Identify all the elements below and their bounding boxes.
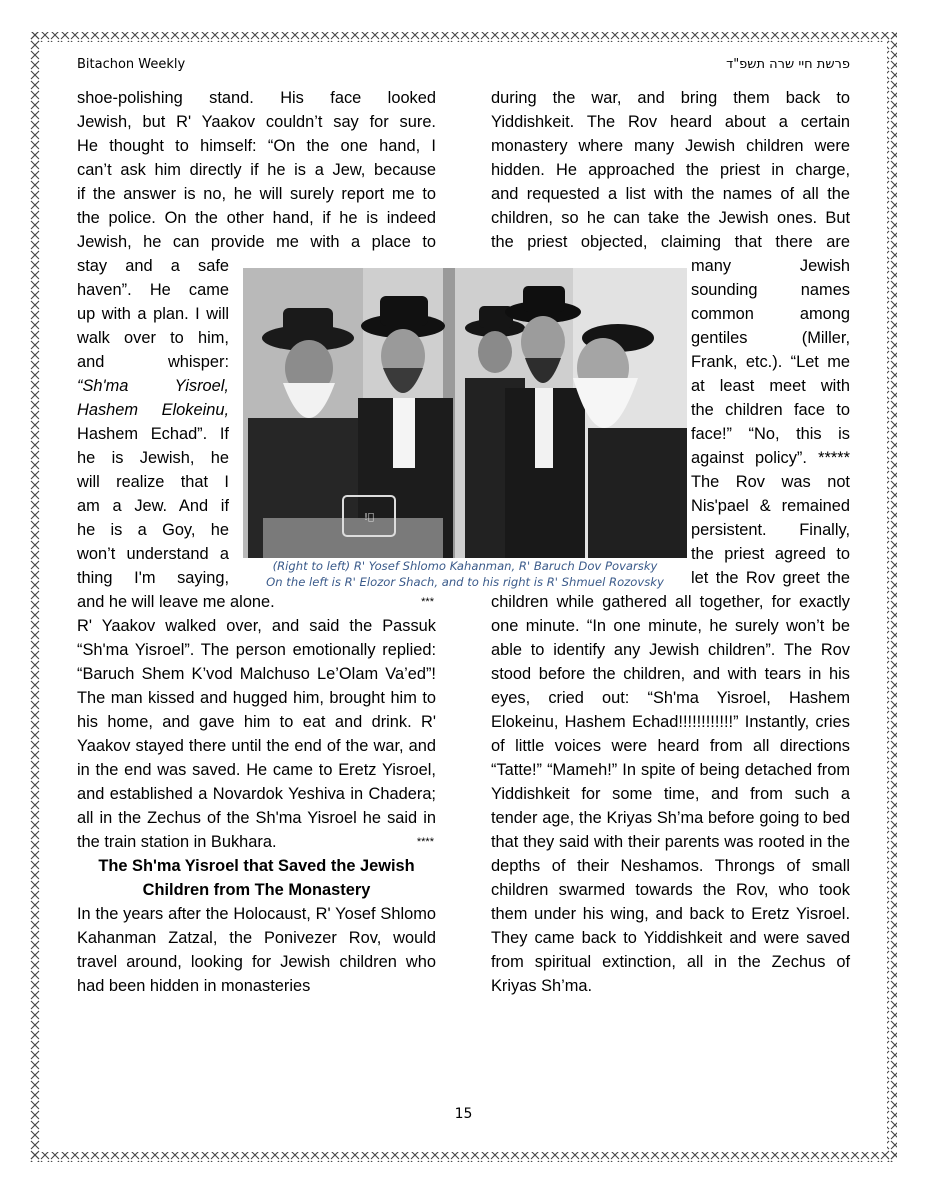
text-line: stay and a safe [77, 257, 229, 275]
text-line: the children face to [691, 401, 850, 419]
text-line: thing I'm saying, [77, 569, 229, 587]
paragraph: R' Yaakov walked over, and said the Passuk “Sh'ma Yisroel”. The person emotionally replied: “Baruch Shem K’vod Malchuso Le’Olam Va’ed”! The man kissed and hugged him, brought him to his home, and gave him to eat and drink. R' Yaakov stayed there until the end of the war, and in the end was saved. He came to Eretz Yisroel, and established a Novardok Yeshiva in Chadera; all in the Zechus of the Sh'ma Yisroel he said in the train station in Bukhara. [77, 617, 436, 851]
text-line: Frank, etc.). “Let me [691, 353, 850, 371]
caption-line: On the left is R' Elozor Shach, and to his right is R' Shmuel Rozovsky [266, 575, 664, 589]
text-line: shoe-polishing stand. His face looked [77, 89, 436, 107]
text-line: face!” “No, this is [691, 425, 850, 443]
text-line: am a Jew. And if [77, 497, 229, 515]
text-line: he is Jewish, he [77, 449, 229, 467]
text-line: children, so he can take the Jewish ones. But [491, 209, 850, 227]
paragraph: In the years after the Holocaust, R' Yosef Shlomo Kahanman Zatzal, the Ponivezer Rov, would travel around, looking for Jewish children who had been hidden in monasteries [77, 905, 436, 995]
text-line: monastery where many Jewish children were [491, 137, 850, 155]
text-line: He thought to himself: “On the one hand, I [77, 137, 436, 155]
text-line: Jewish, he can provide me with a place to [77, 233, 436, 251]
heading-line: The Sh'ma Yisroel that Saved the Jewish [98, 857, 415, 875]
text-line: at least meet with [691, 377, 850, 395]
text-line: let the Rov greet the [691, 569, 850, 587]
section-divider-stars: *** [421, 596, 434, 608]
text-line: “Sh'ma Yisroel, [77, 377, 229, 395]
caption-line: (Right to left) R' Yosef Shlomo Kahanman, R' Baruch Dov Povarsky [272, 559, 658, 573]
text-line: many Jewish [691, 257, 850, 275]
paragraph-end-line [77, 590, 436, 614]
section-divider-stars: **** [416, 836, 434, 848]
svg-text:!⃝: !⃝ [363, 512, 375, 523]
text-line: gentiles (Miller, [691, 329, 850, 347]
text-line: and requested a list with the names of all the [491, 185, 850, 203]
photo-caption [243, 558, 687, 590]
text-line: up with a plan. I will [77, 305, 229, 323]
text-line: walk over to him, [77, 329, 229, 347]
text-line: won’t understand a [77, 545, 229, 563]
text-line: during the war, and bring them back to [491, 89, 850, 107]
text-line: Hashem Elokeinu, [77, 401, 229, 419]
text-line: he is a Goy, he [77, 521, 229, 539]
text-line: and he will leave me alone. [77, 593, 275, 611]
photo-rabbis [243, 268, 687, 558]
text-line: The Rov was not [691, 473, 850, 491]
text-line: Hashem Echad”. If [77, 425, 229, 443]
text-line: the priest objected, claiming that there are [491, 233, 850, 251]
text-line: persistent. Finally, [691, 521, 850, 539]
text-line: hidden. He approached the priest in charge, [491, 161, 850, 179]
section-heading [77, 854, 436, 902]
text-line: if the answer is no, he will surely report me to [77, 185, 436, 203]
text-line: and whisper: [77, 353, 229, 371]
text-line: the priest agreed to [691, 545, 850, 563]
text-line: sounding names [691, 281, 850, 299]
text-line: the police. On the other hand, if he is indeed [77, 209, 436, 227]
header-parsha: פרשת חיי שרה תשפ"ד [726, 57, 850, 72]
page-number: 15 [454, 1106, 473, 1122]
text-line: Jewish, but R' Yaakov couldn’t say for sure. [77, 113, 436, 131]
text-wrap-narrow [691, 254, 850, 590]
text-line: haven”. He came [77, 281, 229, 299]
paragraph: children while gathered all together, for exactly one minute. “In one minute, he surely won’t be able to identify any Jewish children”. The Rov stood before the children, and with tears in his eyes, cried out: “Sh'ma Yisroel, Hashem Elokeinu, Hashem Echad!!!!!!!!!!!!” Instantly, cries of little voices were heard from all directions “Tatte!” “Mameh!” In spite of being detached from Yiddishkeit for some time, and from such a tender age, the Kriyas Sh’ma before going to bed that they said with their parents was rooted in the depths of their Neshamos. Throngs of small children swarmed towards the Rov, who took them under his wing, and back to Eretz Yisroel. They came back to Yiddishkeit and were saved from spiritual extinction, all in the Zechus of Kriyas Sh’ma. [491, 593, 850, 995]
header-title: Bitachon Weekly [77, 57, 186, 72]
heading-line: Children from The Monastery [142, 881, 371, 899]
text-line: can’t ask him directly if he is a Jew, because [77, 161, 436, 179]
text-line: Yiddishkeit. The Rov heard about a certain [491, 113, 850, 131]
text-line: will realize that I [77, 473, 229, 491]
photo-illustration [243, 268, 687, 558]
text-line: common among [691, 305, 850, 323]
text-wrap-narrow [77, 254, 229, 590]
text-line: Nis'pael & remained [691, 497, 850, 515]
text-line: against policy”. ***** [691, 449, 850, 467]
